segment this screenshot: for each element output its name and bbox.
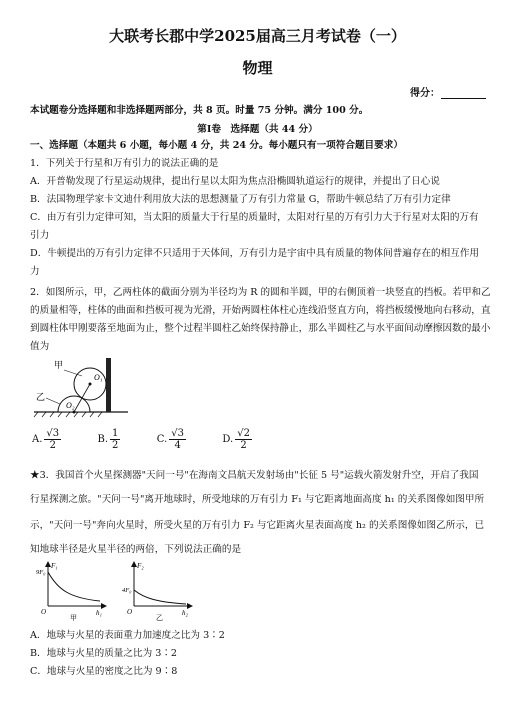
subject-title: 物理 (242, 59, 273, 77)
y-axis-label: F₂ (137, 562, 144, 570)
q1-stem: 1．下列关于行星和万有引力的说法正确的是 (30, 158, 219, 169)
q2-options (32, 428, 254, 451)
section-heading: 一、选择题（本题共 6 小题，每小题 4 分，共 24 分。每小题只有一项符合题目要求） (30, 140, 403, 151)
curve-f2 (134, 590, 186, 604)
q3-option-c: C．地球与火星的密度之比为 9∶8 (30, 666, 178, 677)
q3-option-a: A．地球与火星的表面重力加速度之比为 3∶2 (30, 630, 225, 641)
q1-option-b: B．法国物理学家卡文迪什利用放大法的思想测量了万有引力常量 G，帮助牛顿总结了万有引力定律 (30, 194, 451, 205)
label-jia: 甲 (54, 360, 64, 370)
curve-f1 (48, 572, 100, 601)
q3-stem-4: 知地球半径是火星半径的两倍，下列说法正确的是 (30, 544, 242, 555)
label-o1: O₁ (94, 373, 103, 382)
center-o2 (73, 411, 76, 414)
q3-stem-2: 行星探测之旅。"天问一号"离开地球时，所受地球的万有引力 F₁ 与它距离地面高度 h₁ 的关系图像如图甲所 (30, 494, 485, 505)
exam-title: 大联考长郡中学2025届高三月考试卷（一） (109, 27, 406, 45)
score-label: 得分： (410, 88, 440, 99)
graph-yi (122, 560, 196, 622)
center-o1 (89, 383, 92, 386)
caption: 甲 (70, 614, 77, 622)
q2-figure (32, 358, 132, 420)
origin-label: O (127, 608, 133, 616)
y-axis-label: F₁ (51, 562, 58, 570)
q2-option-c: C. $\frac{√3}{4}$ (156, 428, 185, 451)
baffle-plate (106, 358, 111, 412)
score-blank (441, 98, 486, 99)
x-axis-label: h₂ (182, 609, 188, 617)
q3-stem-3: 示，"天问一号"奔向火星时，所受火星的万有引力 F₂ 与它距离火星表面高度 h₂ 的关系图像如图乙所示，已 (30, 520, 485, 531)
x-axis-label: h₁ (96, 609, 102, 617)
q2-option-a: A. $\frac{√3}{2}$ (32, 428, 60, 451)
label-yi: 乙 (36, 392, 46, 402)
exam-intro: 本试题卷分选择题和非选择题两部分，共 8 页。时量 75 分钟。满分 100 分。 (30, 105, 369, 116)
q1-option-a: A．开普勒发现了行星运动规律，提出行星以太阳为焦点沿椭圆轨道运行的规律，并提出了日心说 (30, 176, 440, 187)
q3-option-b: B．地球与火星的质量之比为 3∶2 (30, 648, 178, 659)
part1-heading: 第Ⅰ卷 选择题（共 44 分） (197, 124, 318, 135)
q1-option-c: C．由万有引力定律可知，当太阳的质量大于行星的质量时，太阳对行星的万有引力大于行星对太阳的万有 (30, 212, 479, 223)
graph-jia (36, 560, 110, 622)
y-tick-label: 9F₀ (36, 569, 46, 576)
q2-option-d: D. $\frac{√2}{2}$ (222, 428, 250, 451)
origin-label: O (41, 608, 47, 616)
q3-stem-1: ★3．我国首个火星探测器"天问一号"在海南文昌航天发射场由"长征 5 号"运载火箭发射升空，开启了我国 (30, 470, 479, 481)
q1-option-c-cont: 引力 (30, 230, 50, 241)
q2-stem: 2．如图所示，甲，乙两柱体的截面分别为半径均为 R 的圆和半圆，甲的右侧顶着一块竖直的挡板。若甲和乙的质量相等，柱体的曲面和挡板可视为光滑，开始两圆柱体柱心连线沿竖直方向，将挡板缓慢地向右移动，直到圆柱体甲刚要落至地面为止，整个过程半圆柱乙始终保持静止，那么半圆柱乙与水平面间动摩擦因数的最小值为 (30, 287, 491, 352)
q2-option-b: B. $\frac{1}{2}$ (97, 428, 119, 451)
q1-option-d-cont: 力 (30, 266, 40, 277)
leader-yi (46, 398, 60, 404)
y-tick-label: 4F₀ (122, 587, 132, 594)
q1-option-d: D．牛顿提出的万有引力定律不只适用于天体间，万有引力是宇宙中具有质量的物体间普遍存在的相互作用 (30, 248, 480, 259)
label-o2: O₂ (66, 401, 75, 410)
caption: 乙 (156, 614, 163, 622)
ground-hatch (34, 412, 102, 417)
